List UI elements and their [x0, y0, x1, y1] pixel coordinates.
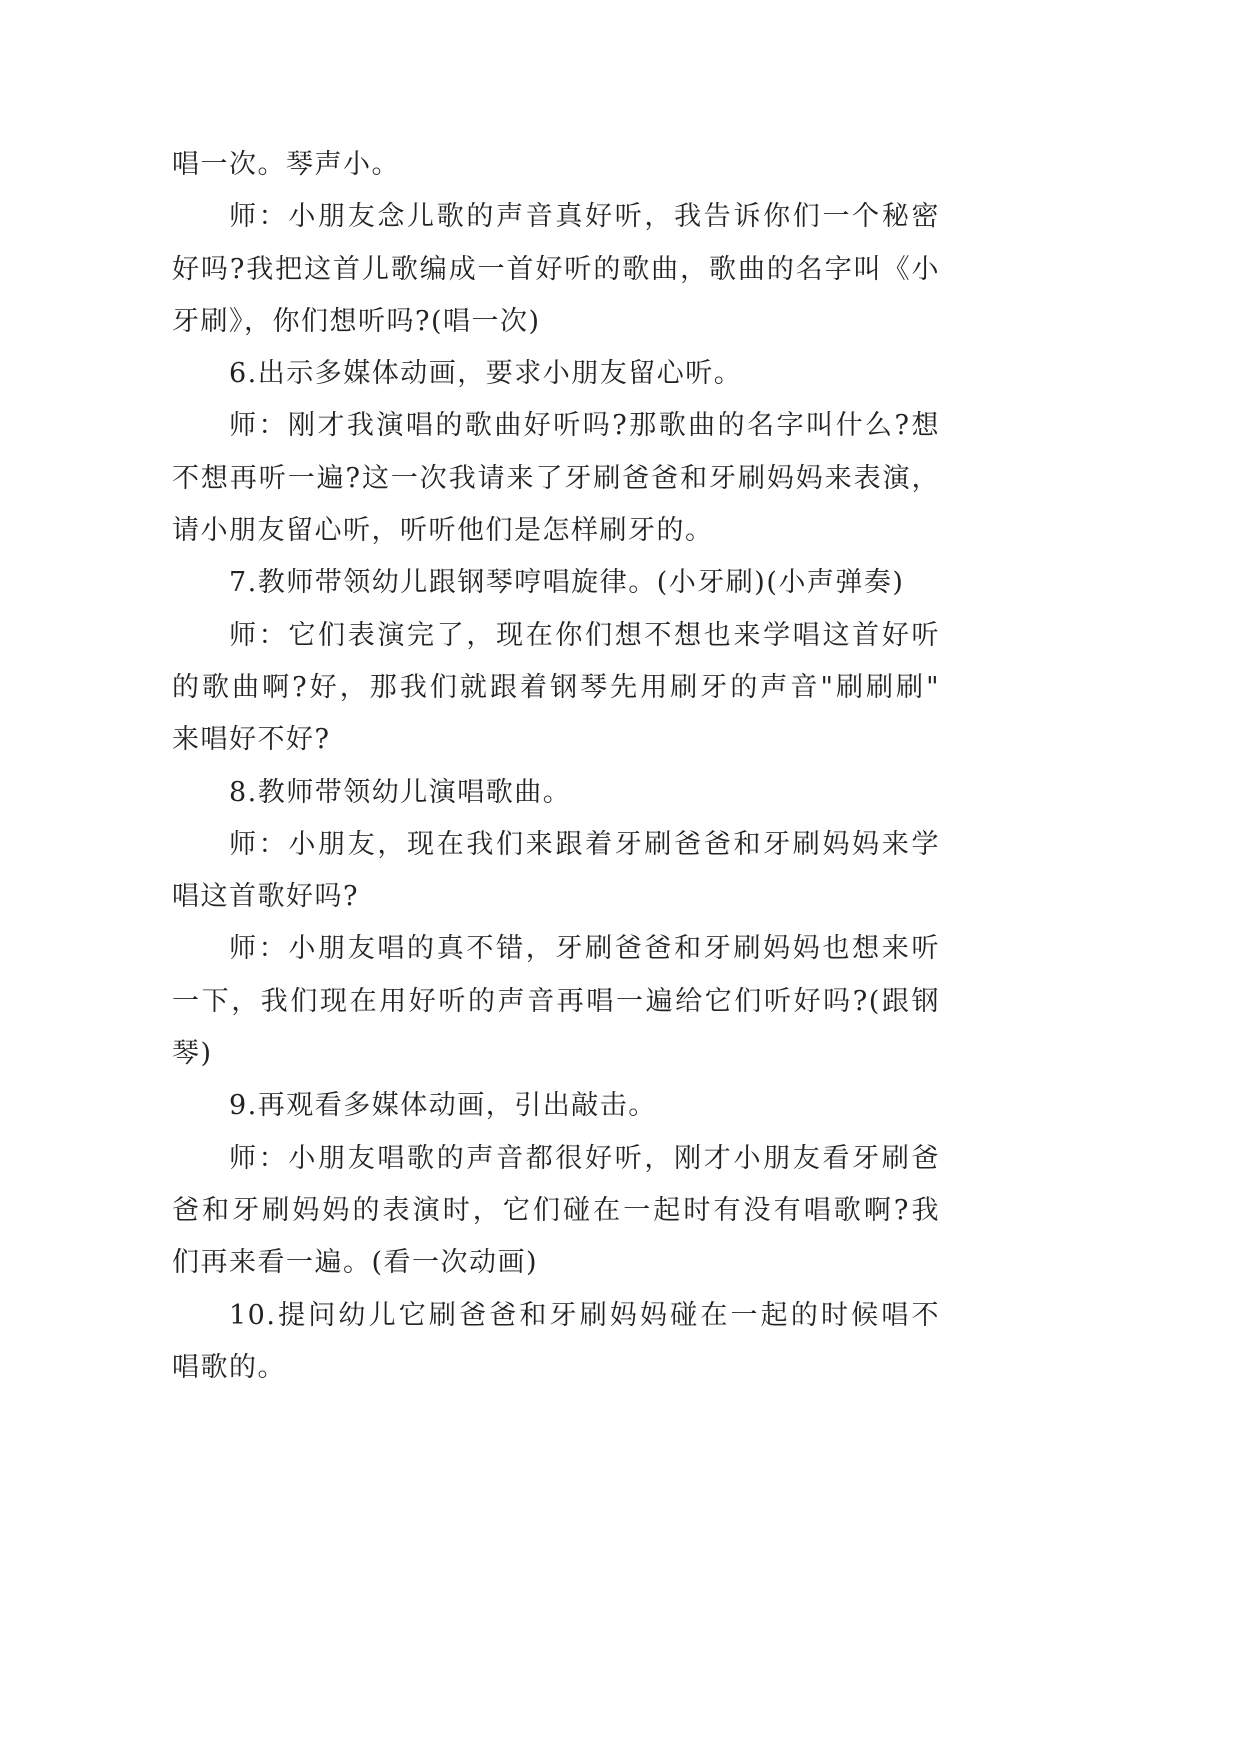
step-8 — [172, 767, 940, 819]
text-line: 好吗?我把这首儿歌编成一首好听的歌曲，歌曲的名字叫《小 — [172, 253, 940, 285]
text-line: 唱歌的。 — [172, 1351, 286, 1383]
step-10 — [172, 1290, 940, 1395]
text-line: 请小朋友留心听，听听他们是怎样刷牙的。 — [172, 515, 714, 547]
text-line: 爸和牙刷妈妈的表演时，它们碰在一起时有没有唱歌啊?我 — [172, 1194, 940, 1226]
step-6 — [172, 348, 940, 400]
text-line: 来唱好不好? — [172, 724, 331, 756]
text-line: 师：小朋友念儿歌的声音真好听，我告诉你们一个秘密 — [229, 201, 940, 233]
text-line: 师：小朋友，现在我们来跟着牙刷爸爸和牙刷妈妈来学 — [229, 828, 940, 860]
step-9 — [172, 1080, 940, 1132]
text-line: 唱这首歌好吗? — [172, 881, 359, 913]
text-line: 牙刷》，你们想听吗?(唱一次) — [172, 305, 541, 337]
text-line: 们再来看一遍。(看一次动画) — [172, 1247, 539, 1279]
document-page — [172, 139, 940, 1394]
teacher-dialogue — [172, 191, 940, 348]
paragraph-continuation — [172, 139, 940, 191]
teacher-dialogue — [172, 1133, 940, 1290]
step-7 — [172, 557, 940, 609]
text-line: 8.教师带领幼儿演唱歌曲。 — [229, 776, 572, 808]
text-line: 7.教师带领幼儿跟钢琴哼唱旋律。(小牙刷)(小声弹奏) — [229, 567, 905, 599]
text-line: 师：刚才我演唱的歌曲好听吗?那歌曲的名字叫什么?想 — [229, 410, 940, 442]
text-line: 师：它们表演完了，现在你们想不想也来学唱这首好听 — [229, 619, 940, 651]
teacher-dialogue — [172, 610, 940, 767]
text-line: 师：小朋友唱歌的声音都很好听，刚才小朋友看牙刷爸 — [229, 1142, 940, 1174]
teacher-dialogue — [172, 923, 940, 1080]
text-line: 一下，我们现在用好听的声音再唱一遍给它们听好吗?(跟钢 — [172, 985, 940, 1017]
text-line: 不想再听一遍?这一次我请来了牙刷爸爸和牙刷妈妈来表演， — [172, 462, 940, 494]
teacher-dialogue — [172, 819, 940, 924]
text-line: 的歌曲啊?好，那我们就跟着钢琴先用刷牙的声音"刷刷刷" — [172, 671, 940, 703]
text-line: 琴) — [172, 1038, 213, 1070]
text-line: 师：小朋友唱的真不错，牙刷爸爸和牙刷妈妈也想来听 — [229, 933, 940, 965]
text-line: 9.再观看多媒体动画，引出敲击。 — [229, 1090, 657, 1122]
teacher-dialogue — [172, 400, 940, 557]
text-line: 10.提问幼儿它刷爸爸和牙刷妈妈碰在一起的时候唱不 — [229, 1299, 940, 1331]
text-line: 6.出示多媒体动画，要求小朋友留心听。 — [229, 358, 743, 390]
text-line: 唱一次。琴声小。 — [172, 149, 400, 180]
